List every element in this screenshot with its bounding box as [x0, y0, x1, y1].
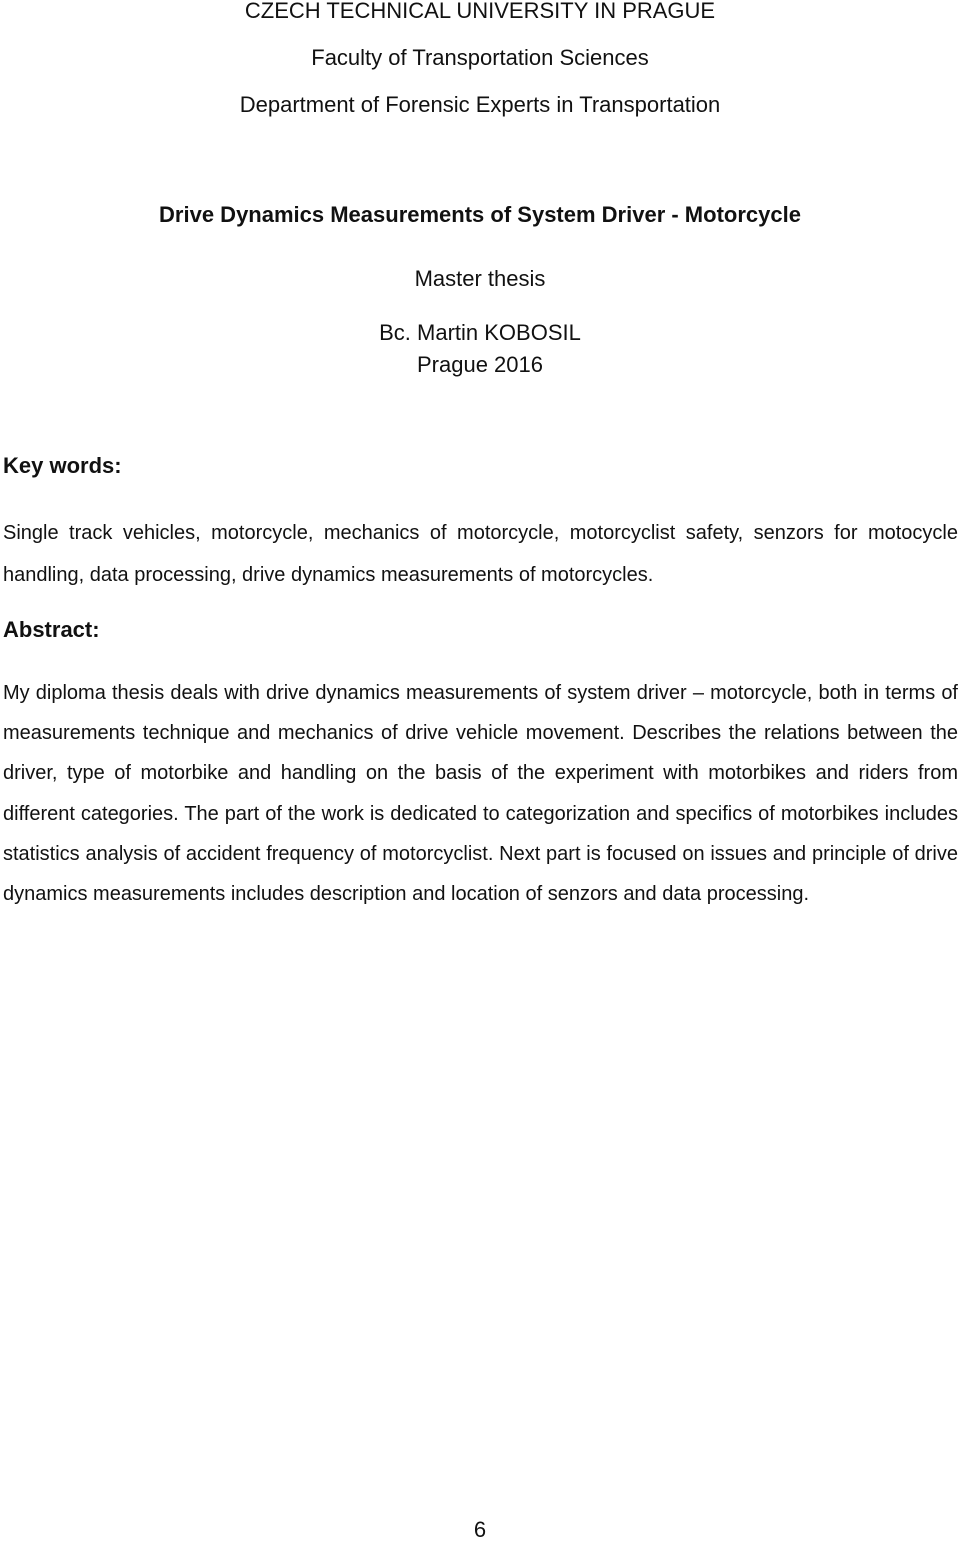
department-name: Department of Forensic Experts in Transportation — [239, 92, 721, 117]
page-number: 6 — [473, 1517, 487, 1542]
thesis-title: Drive Dynamics Measurements of System Driver - Motorcycle — [159, 202, 801, 227]
university-name: CZECH TECHNICAL UNIVERSITY IN PRAGUE — [244, 0, 716, 23]
abstract-text: My diploma thesis deals with drive dynamics measurements of system driver – motorcycle, both in terms of measurements technique and mechanics of drive vehicle movement. Describes the relations between the driver, type of motorbike and handling on the basis of the experiment with motorbikes and riders from different categories. The part of the work is dedicated to categorization and specifics of motorbikes includes statistics analysis of accident frequency of motorcyclist. Next part is focused on issues and principle of drive dynamics measurements includes description and location of senzors and data processing. — [3, 682, 958, 906]
author-name: Bc. Martin KOBOSIL — [379, 320, 581, 345]
keywords-text: Single track vehicles, motorcycle, mechanics of motorcycle, motorcyclist safety, senzors for motocycle handling, data processing, drive dynamics measurements of motorcycles. — [3, 522, 958, 586]
thesis-type: Master thesis — [414, 266, 546, 291]
faculty-name: Faculty of Transportation Sciences — [311, 45, 649, 70]
keywords-heading: Key words: — [3, 453, 122, 478]
place-and-year: Prague 2016 — [417, 352, 543, 377]
abstract-heading: Abstract: — [3, 617, 100, 642]
